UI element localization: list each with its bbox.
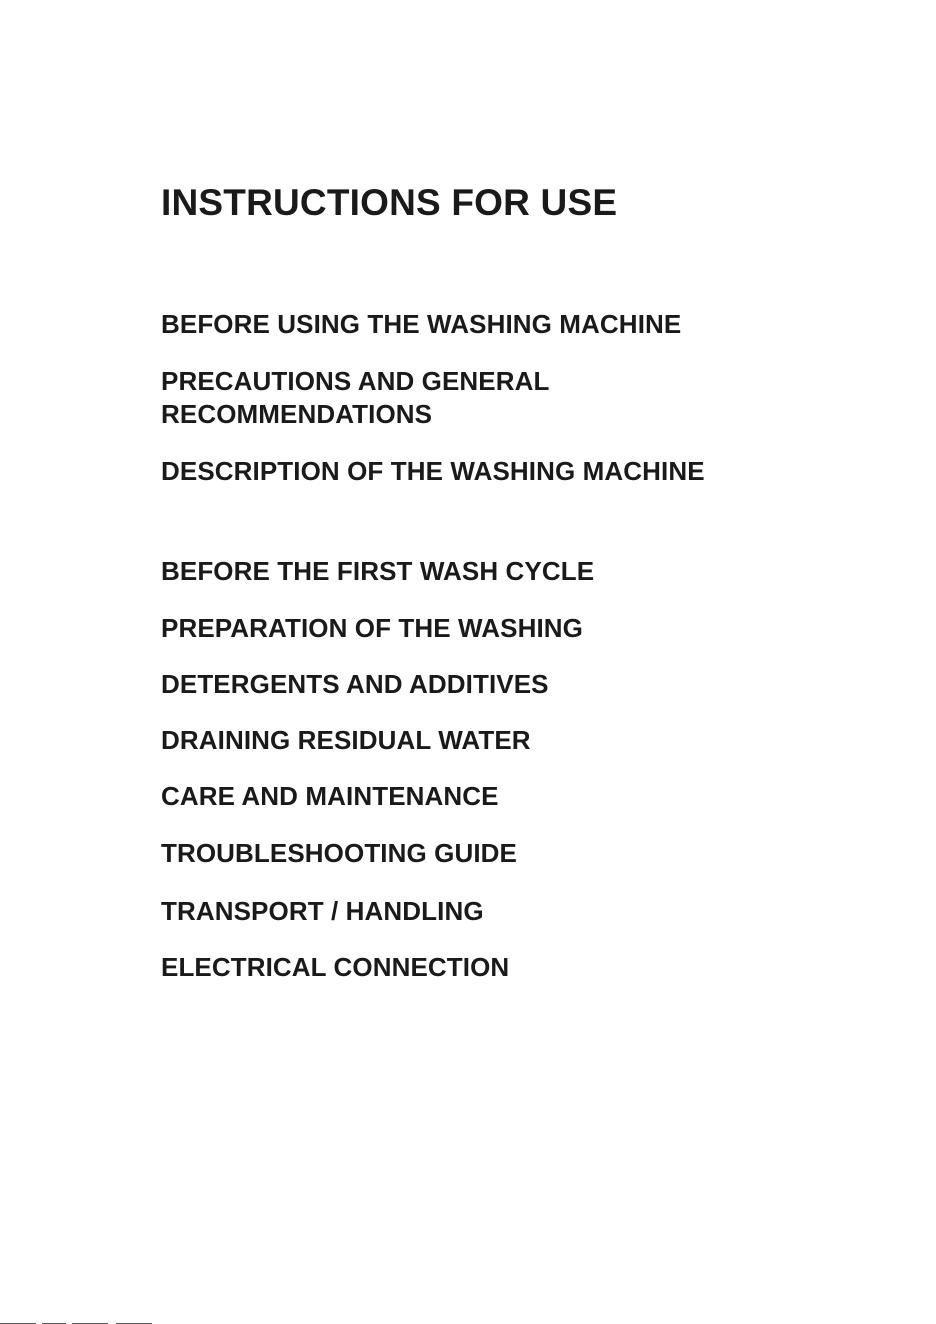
toc-item-transport: TRANSPORT / HANDLING xyxy=(161,896,484,926)
toc-item-electrical: ELECTRICAL CONNECTION xyxy=(161,952,510,982)
page-title: INSTRUCTIONS FOR USE xyxy=(161,182,618,223)
toc-item-precautions: PRECAUTIONS AND GENERAL xyxy=(161,366,550,396)
scan-edge-marks xyxy=(0,1320,160,1324)
toc-item-detergents: DETERGENTS AND ADDITIVES xyxy=(161,669,549,699)
toc-item-preparation: PREPARATION OF THE WASHING xyxy=(161,613,583,643)
toc-item-draining: DRAINING RESIDUAL WATER xyxy=(161,725,531,755)
toc-item-care: CARE AND MAINTENANCE xyxy=(161,781,499,811)
toc-item-recommendations: RECOMMENDATIONS xyxy=(161,399,433,429)
toc-item-before-first-wash: BEFORE THE FIRST WASH CYCLE xyxy=(161,556,595,586)
toc-item-troubleshooting: TROUBLESHOOTING GUIDE xyxy=(161,838,517,868)
toc-item-before-using: BEFORE USING THE WASHING MACHINE xyxy=(161,309,682,339)
toc-item-description: DESCRIPTION OF THE WASHING MACHINE xyxy=(161,456,705,486)
